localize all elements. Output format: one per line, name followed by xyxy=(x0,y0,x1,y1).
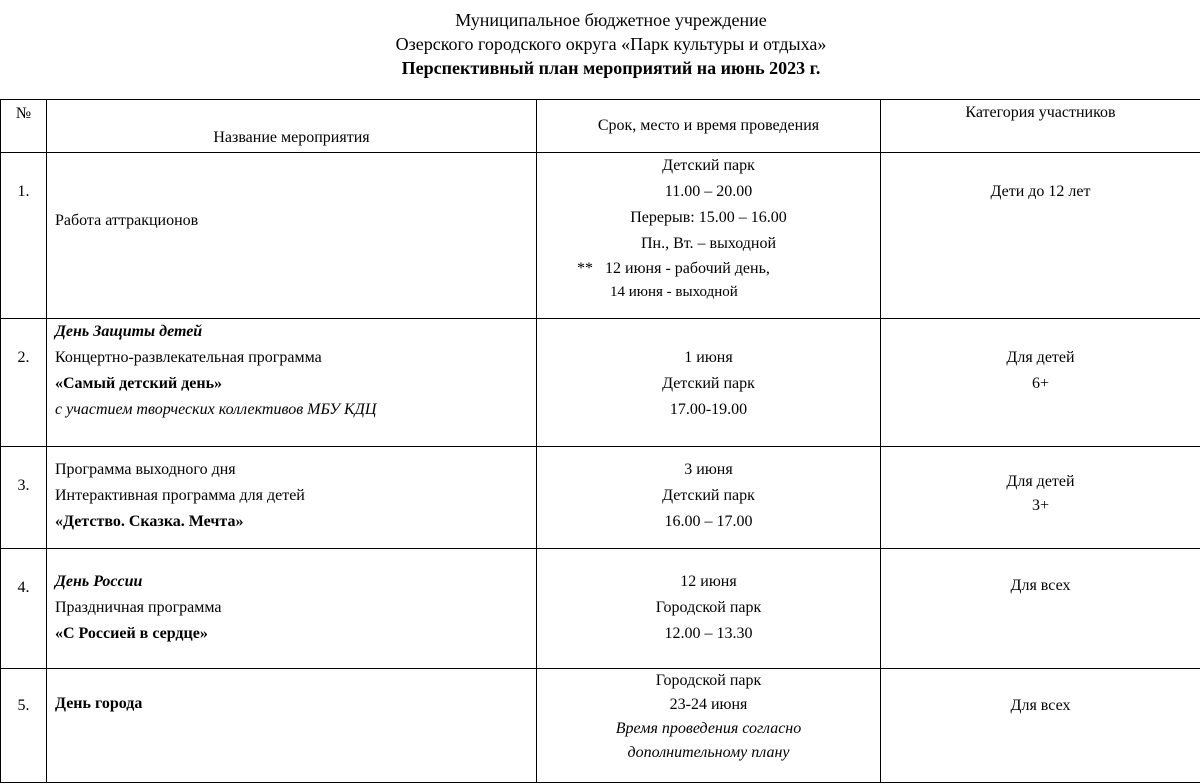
event-when-line: Пн., Вт. – выходной xyxy=(640,235,777,252)
event-name: Интерактивная программа для детей xyxy=(55,487,305,504)
event-name: Праздничная программа xyxy=(55,599,222,616)
col-header-when: Срок, место и время проведения xyxy=(537,100,881,153)
event-when-line: Городской парк xyxy=(655,599,762,616)
org-line-1: Муниципальное бюджетное учреждение xyxy=(455,10,767,30)
event-when-cell xyxy=(537,549,881,669)
event-when-cell xyxy=(537,447,881,549)
event-when-line: 1 июня xyxy=(684,349,733,366)
table-row xyxy=(1,447,1200,549)
event-when-line: 11.00 – 20.00 xyxy=(664,183,753,200)
table-row xyxy=(1,669,1200,783)
event-when-note: 14 июня - выходной xyxy=(610,284,738,300)
event-name-cell xyxy=(47,153,537,319)
event-category: Дети до 12 лет xyxy=(990,183,1091,200)
event-category: Для детей xyxy=(1006,349,1075,366)
event-when-cell xyxy=(537,319,881,447)
event-when-line: Детский парк xyxy=(662,375,755,392)
document-header xyxy=(0,8,1200,80)
event-name-cell xyxy=(47,319,537,447)
event-name: Концертно-развлекательная программа xyxy=(55,349,322,366)
row-number: 2. xyxy=(1,319,47,447)
table-row xyxy=(1,153,1200,319)
event-when-line: Детский парк xyxy=(662,487,755,504)
event-when-line: Детский парк xyxy=(662,157,755,174)
event-note: с участием творческих коллективов МБУ КДЦ xyxy=(55,401,377,418)
event-when-line: 17.00-19.00 xyxy=(669,401,748,418)
col-header-num: № xyxy=(1,100,47,153)
event-when-line: 16.00 – 17.00 xyxy=(664,513,753,530)
event-when-note: Время проведения согласно xyxy=(615,720,802,737)
event-category-cell xyxy=(881,447,1200,549)
table-row xyxy=(1,319,1200,447)
table-header-row xyxy=(1,100,1200,153)
org-line-2: Озерского городского округа «Парк культуры и отдыха» xyxy=(395,34,827,54)
event-category-cell xyxy=(881,549,1200,669)
event-when-line: 12.00 – 13.30 xyxy=(664,625,753,642)
note-text-1: 12 июня - рабочий день, xyxy=(605,260,770,277)
event-category: Для детей xyxy=(1006,473,1075,490)
event-when-note xyxy=(537,257,880,281)
note-mark: ** xyxy=(577,260,593,277)
event-when-line: 23-24 июня xyxy=(669,696,748,713)
event-name: Работа аттракционов xyxy=(55,212,199,229)
event-heading: День России xyxy=(55,573,143,590)
event-when-cell xyxy=(537,669,881,783)
row-number: 4. xyxy=(1,549,47,669)
event-when-line: 12 июня xyxy=(680,573,737,590)
col-header-name: Название мероприятия xyxy=(47,100,537,153)
col-header-category: Категория участников xyxy=(881,100,1200,153)
event-category-cell xyxy=(881,319,1200,447)
event-name: Программа выходного дня xyxy=(55,461,236,478)
event-when-line: Перерыв: 15.00 – 16.00 xyxy=(630,209,787,226)
event-title: «Самый детский день» xyxy=(55,375,223,392)
row-number: 1. xyxy=(1,153,47,319)
table-row xyxy=(1,549,1200,669)
event-when-line: 3 июня xyxy=(684,461,733,478)
event-when-cell xyxy=(537,153,881,319)
event-category-cell xyxy=(881,669,1200,783)
event-category: 6+ xyxy=(1031,375,1050,392)
event-category-cell xyxy=(881,153,1200,319)
event-title: «С Россией в сердце» xyxy=(55,625,208,642)
event-category: 3+ xyxy=(1031,497,1050,514)
event-name-cell xyxy=(47,669,537,783)
event-heading: День Защиты детей xyxy=(55,323,203,340)
event-category: Для всех xyxy=(1010,697,1071,714)
document-title: Перспективный план мероприятий на июнь 2023 г. xyxy=(401,58,821,78)
row-number: 3. xyxy=(1,447,47,549)
event-when-note: дополнительному плану xyxy=(627,744,790,761)
event-name-cell xyxy=(47,549,537,669)
events-table xyxy=(0,99,1200,783)
event-category: Для всех xyxy=(1010,577,1071,594)
event-title: День города xyxy=(55,695,143,712)
event-title: «Детство. Сказка. Мечта» xyxy=(55,513,244,530)
event-when-line: Городской парк xyxy=(655,672,762,689)
event-name-cell xyxy=(47,447,537,549)
row-number: 5. xyxy=(1,669,47,783)
